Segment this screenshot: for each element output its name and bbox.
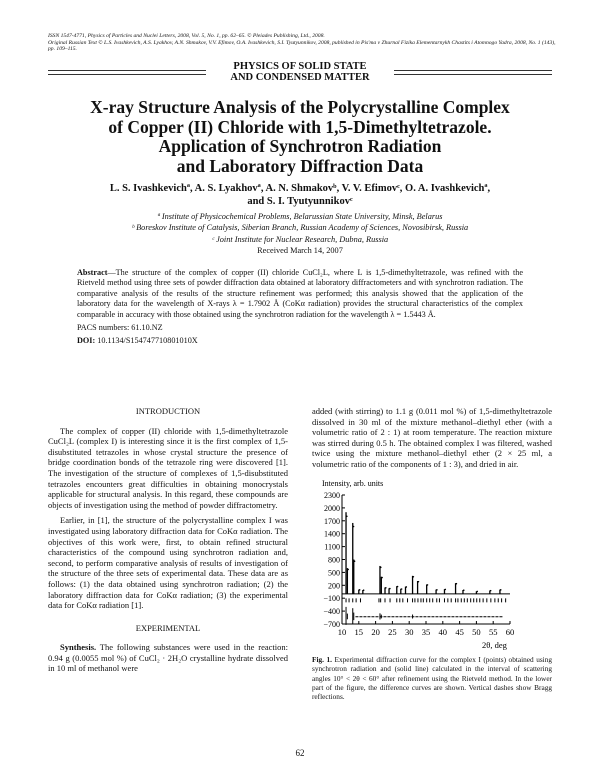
data-point bbox=[406, 586, 408, 588]
data-point bbox=[456, 583, 458, 585]
left-column bbox=[48, 406, 288, 674]
paragraph: The following substances were used in the reaction: 0.94 g (0.0055 mol %) of CuCl₂ · 2H₂O crystalline hydrate dissolved in 10 ml of methanol were bbox=[48, 642, 288, 674]
data-point bbox=[354, 560, 356, 562]
data-point bbox=[436, 589, 438, 591]
y-tick-label: −700 bbox=[323, 620, 340, 629]
data-point bbox=[397, 586, 399, 588]
affiliation: ᶜ Joint Institute for Nuclear Research, Dubna, Russia bbox=[211, 234, 389, 244]
original-text-line: Original Russian Text © L.S. Ivashkevich, A.S. Lyakhov, A.N. Shmakov, V.V. Efimov, O.A. Ivashkevich, S.I. Tyutyunnikov, 2008, published in Pis'ma v Zhurnal Fizika Elementarnykh Chastits i Atomnogo Yadra, 2008, No. 1 (143), pp. 109–115. bbox=[48, 39, 556, 53]
y-tick-label: −100 bbox=[323, 594, 340, 604]
abstract bbox=[77, 268, 523, 350]
paragraph: Earlier, in [1], the structure of the polycrystalline complex I was investigated using laboratory diffraction data for CoKα radiation. The objectives of this work were, first, to obtain refined structural characteristics of the compound using synchrotron radiation and, second, to perform comparative analysis of results of investigation of the structure of the three sets of experimental data. These data are as follows: (1) the data obtained using synchrotron radiation; (2) the laboratory diffraction data for CoKα radiation; (3) the experimental data for CoKα radiation [1]. bbox=[48, 515, 288, 611]
x-tick-label: 40 bbox=[438, 627, 448, 637]
pacs-numbers: PACS numbers: 61.10.NZ bbox=[77, 323, 163, 333]
run-in-heading: Synthesis. bbox=[60, 642, 97, 653]
data-point bbox=[363, 589, 365, 591]
y-tick-label: 500 bbox=[328, 568, 340, 578]
doi-label: DOI: bbox=[77, 336, 96, 346]
data-point bbox=[413, 576, 415, 578]
y-tick-label: 2300 bbox=[324, 491, 340, 500]
right-column bbox=[312, 406, 552, 470]
affiliation: ª Institute of Physicochemical Problems, Belarussian State University, Minsk, Belarus bbox=[157, 212, 443, 221]
x-tick-label: 35 bbox=[421, 627, 431, 637]
y-tick-label: −400 bbox=[323, 607, 340, 617]
paragraph: added (with stirring) to 1.1 g (0.011 mol %) of 1,5-dimethyltetrazole dissolved in 30 ml of the mixture methanol–diethyl ether (with a volumetric ratio of 2 : 1) at room temperature. The reaction mixture was stirred during 0.5 h. The obtained complex I was filtered, washed twice using the mixture methanol–diethyl ether (2 × 25 ml, a volumetric ratio of the components of 1 : 3), and dried in air. bbox=[312, 406, 552, 469]
title-line: of Copper (II) Chloride with 1,5-Dimethyltetrazole. bbox=[108, 116, 492, 137]
data-point bbox=[463, 589, 465, 591]
authors-line: L. S. Ivashkevichª, A. S. Lyakhovª, A. N. Shmakovᵇ, V. V. Efimovᶜ, O. A. Ivashkevichª, bbox=[109, 183, 491, 194]
diffraction-chart bbox=[300, 478, 560, 653]
data-point bbox=[385, 587, 387, 589]
data-point bbox=[347, 569, 349, 571]
x-tick-label: 10 bbox=[337, 627, 347, 637]
title-line: Application of Synchrotron Radiation bbox=[158, 136, 442, 156]
page-number: 62 bbox=[295, 748, 305, 758]
data-point bbox=[380, 567, 382, 569]
x-tick-label: 25 bbox=[388, 627, 397, 637]
x-tick-label: 60 bbox=[505, 627, 515, 637]
x-tick-label: 50 bbox=[472, 627, 481, 637]
data-point bbox=[401, 588, 403, 590]
data-point bbox=[500, 589, 502, 591]
figure-label: Fig. 1. bbox=[312, 655, 332, 664]
x-tick-label: 20 bbox=[371, 627, 380, 637]
y-tick-label: 1700 bbox=[324, 516, 340, 526]
paragraph: The complex of copper (II) chloride with 1,5-dimethyltetrazole CuCl₂L (complex I) is interesting since it is the first complex of 1,5-disubstituted tetrazoles in whose crystal structure the presence of bridge coordination bonds of the tetrazole ring were discovered [1]. The investigation of the structure of complexes of 1,5-disubstituted tetrazoles encounters great difficulties in obtaining monocrystals applicable for structural analysis. In this regard, these compounds are objects of investigation using the method of powder diffractometry. bbox=[48, 425, 288, 510]
citation-line: ISSN 1547-4771, Physics of Particles and Nuclei Letters, 2008, Vol. 5, No. 1, pp. 62–65. © Pleiades Publishing, Ltd., 2008. bbox=[48, 33, 325, 39]
x-axis-label: 2θ, deg bbox=[482, 640, 507, 650]
data-point bbox=[444, 589, 446, 591]
affiliations bbox=[48, 211, 552, 256]
heading-experimental: EXPERIMENTAL bbox=[135, 622, 201, 633]
data-point bbox=[389, 588, 391, 590]
data-point bbox=[359, 589, 361, 591]
x-tick-label: 55 bbox=[488, 627, 498, 637]
y-tick-label: 2000 bbox=[324, 503, 340, 513]
data-point bbox=[381, 577, 383, 579]
data-point bbox=[418, 581, 420, 583]
section-banner bbox=[48, 61, 552, 83]
x-tick-label: 30 bbox=[404, 627, 414, 637]
received-date: Received March 14, 2007 bbox=[257, 245, 343, 255]
section-title: PHYSICS OF SOLID STATE bbox=[233, 61, 367, 72]
x-tick-label: 15 bbox=[354, 627, 364, 637]
data-point bbox=[476, 591, 478, 593]
section-title: AND CONDENSED MATTER bbox=[230, 72, 370, 83]
y-tick-label: 200 bbox=[328, 581, 340, 591]
abstract-label: Abstract bbox=[77, 268, 108, 277]
y-tick-label: 1400 bbox=[324, 529, 340, 539]
authors bbox=[48, 182, 552, 208]
journal-header bbox=[48, 33, 558, 53]
y-tick-label: 1100 bbox=[324, 542, 340, 552]
data-point bbox=[427, 584, 429, 586]
doi-link[interactable]: 10.1134/S154747710801010X bbox=[97, 336, 198, 346]
authors-line: and S. I. Tyutyunnikovᶜ bbox=[247, 196, 353, 207]
data-point bbox=[346, 515, 348, 517]
heading-introduction: INTRODUCTION bbox=[135, 406, 201, 416]
figure-caption bbox=[312, 655, 552, 701]
abstract-text: —The structure of the complex of copper (II) chloride CuCl₂L, where L is 1,5-dimethyltetrazole, was refined with the Rietveld method using three sets of powder diffraction data obtained at laboratory diffractometers and with synchrotron radiation. The comparative analysis of the results of the structure refinement was performed; this analysis showed that the application of the laboratory data for the wavelength of X-rays λ = 1.7902 Å (CoKα radiation) provides the structural characteristics of the complex comparable in accuracy with those obtained using the synchrotron radiation for the wavelength λ = 1.5443 Å. bbox=[77, 268, 523, 319]
data-point bbox=[490, 590, 492, 592]
data-point bbox=[353, 526, 355, 528]
affiliation: ᵇ Boreskov Institute of Catalysis, Siberian Branch, Russian Academy of Sciences, Novosibirsk, Russia bbox=[131, 223, 469, 233]
title-line: and Laboratory Diffraction Data bbox=[176, 155, 424, 176]
x-tick-label: 45 bbox=[455, 627, 464, 637]
y-axis-label: Intensity, arb. units bbox=[322, 479, 384, 488]
paper-title bbox=[48, 98, 552, 176]
title-line: X-ray Structure Analysis of the Polycrystalline Complex bbox=[90, 97, 510, 117]
y-tick-label: 800 bbox=[328, 555, 340, 565]
caption-text: Experimental diffraction curve for the complex I (points) obtained using synchrotron radiation and (solid line) calculated in the interval of scattering angles 10° < 2θ < 60° after refinement using the Rietveld method. In the lower part of the figure, the difference curves are shown. Vertical dashes show Bragg reflections. bbox=[312, 655, 553, 702]
